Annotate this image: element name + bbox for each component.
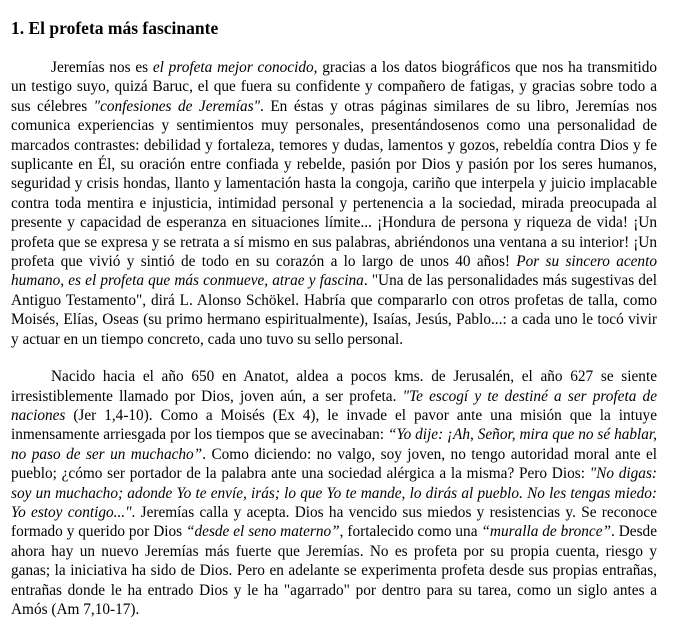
p2-emphasis-5: “muralla de bronce” <box>481 523 612 541</box>
p2-text-3: . Como diciendo: no valgo, soy joven, no tengo autoridad moral ante el pueblo; ¿cómo ser portador de la palabra ante una sociedad alérgica a la misma? Pero Dios: <box>11 445 657 483</box>
p1-text-1: Jeremías nos es <box>51 59 153 76</box>
p1-emphasis-3: Por su sincero acento humano, es el profeta que más conmueve, atrae y fascina <box>11 253 657 290</box>
p2-text-2: (Jer 1,4-10). Como a Moisés (Ex 4), le invade el pavor ante una misión que la intuye inmensamente arriesgada por los tiempos que se avecinaban: <box>11 406 657 444</box>
p2-text-1: Nacido hacia el año 650 en Anatot, aldea a pocos kms. de Jerusalén, el año 627 se siente irresistiblemente llamado por Dios, joven aún, a ser profeta. <box>11 368 657 405</box>
p2-text-5: , fortalecido como una <box>339 523 482 541</box>
p1-emphasis-1: el profeta mejor conocido, <box>152 59 318 76</box>
p1-emphasis-2: "confesiones de Jeremías" <box>93 97 260 115</box>
p1-text-4: . "Una de las personalidades más sugestivas del Antiguo Testamento", dirá L. Alonso Schökel. Habría que compararlo con otros profetas de talla, como Moisés, Elías, Oseas (su primo hermano espiritualmente), Isaías, Jesús, Pablo...: a cada uno le tocó vivir y actuar en un tiempo concreto, cada uno tuvo su sello personal. <box>11 272 657 348</box>
p1-text-2: gracias a los datos biográficos que nos ha transmitido un testigo suyo, quizá Baruc, el que fuera su confidente y compañero de fatigas, y gracias sobre todo a sus célebres <box>11 59 657 115</box>
p2-emphasis-2: “Yo dije: ¡Ah, Señor, mira que no sé hablar, no paso de ser un muchacho” <box>11 426 658 463</box>
p2-emphasis-4: “desde el seno materno” <box>186 523 340 541</box>
p1-text-3: . En éstas y otras páginas similares de su libro, Jeremías nos comunica experiencias y sentimientos muy personales, presentándosenos como una personalidad de marcados contrastes: debilidad y fortaleza, temores y dudas, lamentos y gozos, rebeldía contra Dios y fe suplicante en Él, su oración entre confiada y rebelde, pasión por Dios y pasión por los seres humanos, seguridad y crisis hondas, llanto y lamentación hasta la congoja, cariño que interpela y juicio implacable contra toda mentira e injusticia, intimidad personal y pertenencia a la sociedad, mirada preocupada al presente y capacidad de esperanza en situaciones límite... ¡Hondura de persona y riqueza de vida! ¡Un profeta que se expresa y se retrata a sí mismo en sus palabras, abriéndonos una ventana a su interior! ¡Un profeta que vivió y sintió de todo en su corazón a lo largo de unos 40 años! <box>11 97 657 271</box>
p2-emphasis-3: "No digas: soy un muchacho; adonde Yo te envíe, irás; lo que Yo te mande, lo dirás al pueblo. No les tengas miedo: Yo estoy contigo..." <box>11 465 657 521</box>
paragraph-1 <box>11 58 657 349</box>
p2-text-6: . Desde ahora hay un nuevo Jeremías más fuerte que Jeremías. No es profeta por su propia cuenta, riesgo y ganas; la iniciativa ha sido de Dios. Pero en adelante se experimenta profeta desde sus propias entrañas, entrañas donde le ha entrado Dios y le ha "agarrado" por dentro para su tarea, como un siglo antes a Amós (Am 7,10-17). <box>11 523 657 618</box>
paragraph-2 <box>11 367 657 619</box>
p2-emphasis-1: "Te escogí y te destiné a ser profeta de naciones <box>11 387 657 424</box>
section-heading: 1. El profeta más fascinante <box>11 18 219 38</box>
p2-text-4: . Jeremías calla y acepta. Dios ha vencido sus miedos y resistencias y. Se reconoce formado y querido por Dios <box>11 503 657 541</box>
